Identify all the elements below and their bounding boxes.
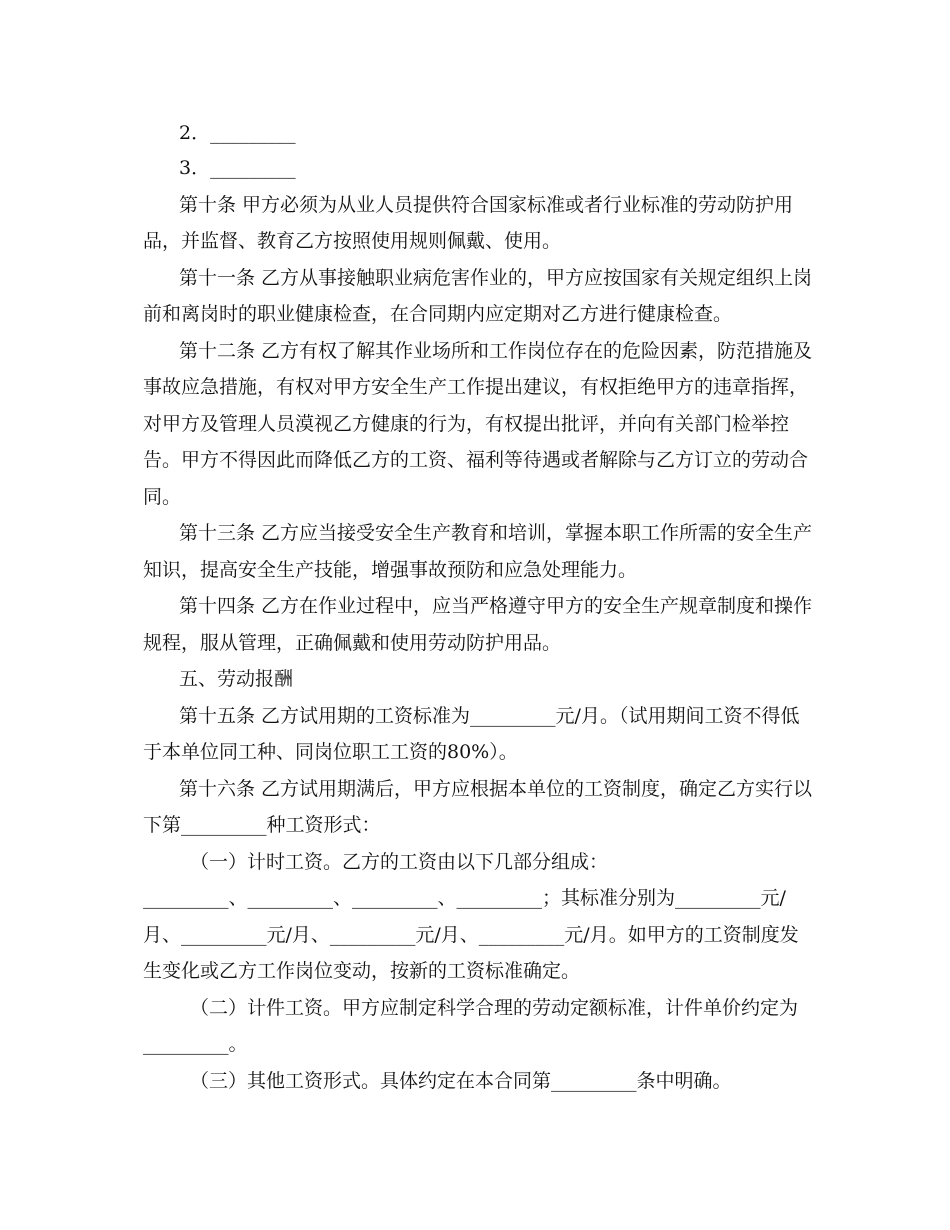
list-item-3: 3．_________ bbox=[179, 157, 296, 179]
article-12-line-2: 事故应急措施，有权对甲方安全生产工作提出建议，有权拒绝甲方的违章指挥， bbox=[143, 376, 809, 398]
wage-form-1-line-3: 月、_________元/月、_________元/月、_________元/月。如甲方的工资制度发 bbox=[143, 924, 799, 946]
wage-form-3-line-1: （三）其他工资形式。具体约定在本合同第_________条中明确。 bbox=[190, 1070, 732, 1092]
article-15-line-2: 于本单位同工种、同岗位职工工资的80%）。 bbox=[143, 741, 518, 763]
article-12-line-1: 第十二条 乙方有权了解其作业场所和工作岗位存在的危险因素，防范措施及 bbox=[179, 340, 813, 362]
article-14-line-2: 规程，服从管理，正确佩戴和使用劳动防护用品。 bbox=[143, 632, 562, 654]
article-12-line-4: 告。甲方不得因此而降低乙方的工资、福利等待遇或者解除与乙方订立的劳动合 bbox=[143, 449, 809, 471]
wage-form-2-line-1: （二）计件工资。甲方应制定科学合理的劳动定额标准，计件单价约定为 bbox=[190, 997, 799, 1019]
wage-form-2-line-2: _________。 bbox=[143, 1033, 248, 1055]
article-10-line-1: 第十条 甲方必须为从业人员提供符合国家标准或者行业标准的劳动防护用 bbox=[179, 194, 794, 216]
wage-form-1-line-2: _________、_________、_________、_________；其标准分别为_________元/ bbox=[143, 887, 786, 909]
article-13-line-2: 知识，提高安全生产技能，增强事故预防和应急处理能力。 bbox=[143, 559, 638, 581]
list-item-2: 2．_________ bbox=[179, 122, 296, 144]
article-12-line-5: 同。 bbox=[143, 486, 182, 508]
article-11-line-1: 第十一条 乙方从事接触职业病危害作业的，甲方应按国家有关规定组织上岗 bbox=[179, 267, 813, 289]
wage-form-1-heading: （一）计时工资。乙方的工资由以下几部分组成： bbox=[190, 851, 609, 873]
article-13-line-1: 第十三条 乙方应当接受安全生产教育和培训，掌握本职工作所需的安全生产 bbox=[179, 522, 813, 544]
article-16-line-1: 第十六条 乙方试用期满后，甲方应根据本单位的工资制度，确定乙方实行以 bbox=[179, 778, 813, 800]
article-10-line-2: 品，并监督、教育乙方按照使用规则佩戴、使用。 bbox=[143, 230, 562, 252]
section-heading-remuneration: 五、劳动报酬 bbox=[179, 668, 294, 690]
article-11-line-2: 前和离岗时的职业健康检查，在合同期内应定期对乙方进行健康检查。 bbox=[143, 303, 733, 325]
article-12-line-3: 对甲方及管理人员漠视乙方健康的行为，有权提出批评，并向有关部门检举控 bbox=[143, 413, 790, 435]
article-16-line-2: 下第_________种工资形式： bbox=[143, 814, 381, 836]
article-14-line-1: 第十四条 乙方在作业过程中，应当严格遵守甲方的安全生产规章制度和操作 bbox=[179, 595, 813, 617]
wage-form-1-line-4: 生变化或乙方工作岗位变动，按新的工资标准确定。 bbox=[143, 960, 581, 982]
article-15-line-1: 第十五条 乙方试用期的工资标准为_________元/月。（试用期间工资不得低 bbox=[179, 705, 800, 727]
